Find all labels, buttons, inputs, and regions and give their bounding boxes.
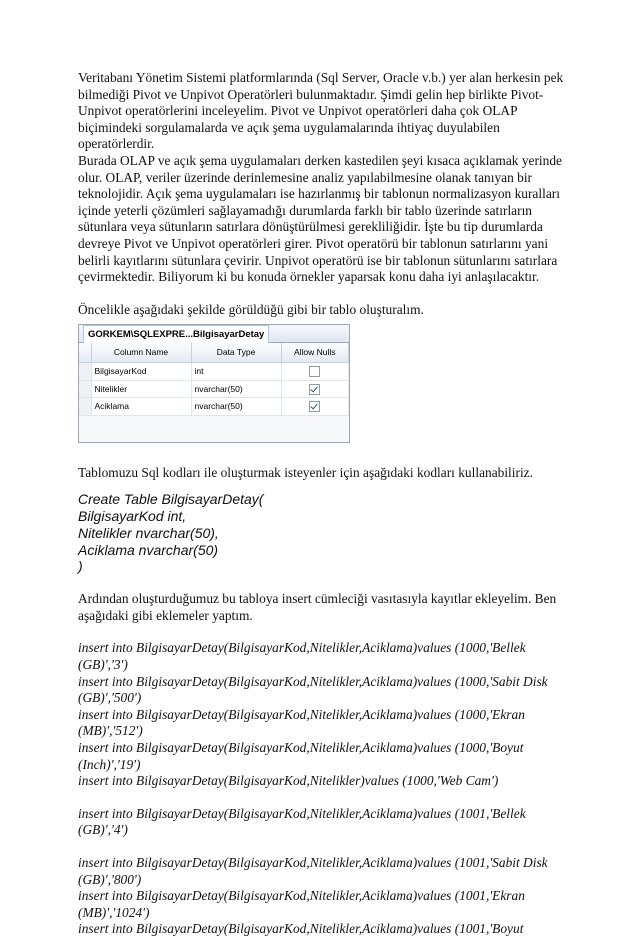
code-line: insert into BilgisayarDetay(BilgisayarKod,Nitelikler,Aciklama)values (1001,'Bellek (GB)','4'): [78, 805, 526, 838]
allow-nulls-checkbox: [309, 384, 320, 395]
create-table-intro: Öncelikle aşağıdaki şekilde görüldüğü gibi bir tablo oluşturalım.: [78, 301, 424, 317]
intro-paragraph: [78, 70, 568, 286]
allow-nulls-header: Allow Nulls: [281, 343, 349, 362]
insert-statements-1001: [78, 855, 568, 938]
document-page: [78, 70, 568, 938]
row-selector: [79, 398, 91, 416]
text-line: çevirmektedir. Biliyorum ki bu konuda örnekler yaparsak konu daha iyi anlaşılacaktır.: [78, 269, 540, 285]
insert-intro: [78, 591, 568, 624]
row-selector-header: [79, 343, 91, 362]
code-line: insert into BilgisayarDetay(BilgisayarKod,Nitelikler,Aciklama)values (1000,'Ekran: [78, 706, 525, 722]
designer-tab-title: GORKEM\SQLEXPRE...BilgisayarDetay: [83, 325, 269, 343]
code-line: insert into BilgisayarDetay(BilgisayarKod,Nitelikler,Aciklama)values (1001,'Ekran: [78, 888, 525, 904]
code-line: insert into BilgisayarDetay(BilgisayarKod,Nitelikler,Aciklama)values (1001,'Sabit Disk: [78, 854, 548, 870]
code-line: Aciklama nvarchar(50): [78, 541, 219, 558]
text-line: bilmediği Pivot ve Unpivot Operatörleri bulunmaktadır. Şimdi gelin hep birlikte Pivot-: [78, 86, 544, 102]
code-line: BilgisayarKod int,: [78, 508, 187, 525]
text-line: Unpivot operatörlerini inceleyelim. Pivot ve Unpivot operatörleri daha çok OLAP: [78, 103, 518, 119]
column-name-cell: Nitelikler: [91, 380, 191, 398]
code-line: (GB)','500'): [78, 690, 142, 706]
code-line: ): [78, 558, 83, 575]
designer-row: [79, 398, 349, 416]
allow-nulls-cell: [281, 398, 349, 416]
insert-statements-1000: [78, 640, 568, 789]
text-line: sütunlara veya sütunların satırlara dönüştürülmesi gerekliliğidir. İşte bu tip durumlarda: [78, 219, 543, 235]
text-line: Ardından oluşturduğumuz bu tabloya insert cümleciği vasıtasıyla kayıtlar ekleyelim. Ben: [78, 591, 557, 607]
insert-statement-1001-bellek: [78, 806, 568, 839]
allow-nulls-checkbox: [309, 366, 320, 377]
row-selector: [79, 380, 91, 398]
column-name-header: Column Name: [91, 343, 191, 362]
code-line: insert into BilgisayarDetay(BilgisayarKod,Nitelikler,Aciklama)values (1001,'Boyut: [78, 921, 524, 937]
text-line: içinde yeterli çözümleri sağlayamadığı durumlarda farklı bir tablo üzerinde satırların: [78, 202, 532, 218]
text-line: devreye Pivot ve Unpivot operatörleri girer. Pivot operatörü bir tablonun satırlarını yani: [78, 235, 549, 251]
code-line: (Inch)','19'): [78, 756, 141, 772]
text-line: Burada OLAP ve açık şema uygulamaları derken kastedilen şeyi kısaca açıklamak yerinde: [78, 152, 562, 168]
row-selector: [79, 362, 91, 380]
data-type-cell: nvarchar(50): [191, 398, 281, 416]
text-line: olur. OLAP, veriler üzerinde derinlemesine analiz yapılabilmesine olanak tanıyan bir: [78, 169, 533, 185]
text-line: aşağıdaki gibi eklemeler yaptım.: [78, 607, 253, 623]
designer-header-row: [79, 343, 349, 362]
code-line: (MB)','1024'): [78, 904, 150, 920]
text-line: Veritabanı Yönetim Sistemi platformlarında (Sql Server, Oracle v.b.) yer alan herkesin pek: [78, 70, 564, 85]
designer-tab: [79, 325, 349, 343]
designer-empty-area: [79, 416, 349, 442]
allow-nulls-checkbox: [309, 401, 320, 412]
code-line: (MB)','512'): [78, 723, 143, 739]
sql-intro: Tablomuzu Sql kodları ile oluşturmak isteyenler için aşağıdaki kodları kullanabiliriz.: [78, 464, 533, 480]
data-type-cell: int: [191, 362, 281, 380]
designer-row: [79, 362, 349, 380]
column-name-cell: BilgisayarKod: [91, 362, 191, 380]
column-name-cell: Aciklama: [91, 398, 191, 416]
table-designer-screenshot: [78, 324, 350, 442]
allow-nulls-cell: [281, 380, 349, 398]
code-line: Nitelikler nvarchar(50),: [78, 524, 219, 541]
text-line: teknolojidir. Açık şema uygulamaları ise hazırlanmış bir tablonun normalizasyon kuralları: [78, 186, 560, 202]
code-line: insert into BilgisayarDetay(BilgisayarKod,Nitelikler)values (1000,'Web Cam'): [78, 773, 499, 789]
code-line: insert into BilgisayarDetay(BilgisayarKod,Nitelikler,Aciklama)values (1000,'Sabit Disk: [78, 673, 548, 689]
data-type-header: Data Type: [191, 343, 281, 362]
code-line: (GB)','3'): [78, 657, 128, 673]
allow-nulls-cell: [281, 362, 349, 380]
designer-grid: [79, 343, 349, 415]
text-line: belirli kayıtlarını sütunlara çevirir. Unpivot operatörü ise bir tablonun sütunlarını satırlara: [78, 252, 558, 268]
code-line: insert into BilgisayarDetay(BilgisayarKod,Nitelikler,Aciklama)values (1000,'Bellek: [78, 640, 526, 656]
code-line: Create Table BilgisayarDetay(: [78, 491, 264, 508]
code-line: (GB)','800'): [78, 871, 142, 887]
text-line: biçimindeki sorgulamalarda ve açık şema uygulamalarında ihtiyaç duyulabilen operatörlerdir.: [78, 119, 500, 152]
designer-row: [79, 380, 349, 398]
code-line: insert into BilgisayarDetay(BilgisayarKod,Nitelikler,Aciklama)values (1000,'Boyut: [78, 740, 524, 756]
data-type-cell: nvarchar(50): [191, 380, 281, 398]
create-table-code: [78, 491, 568, 575]
